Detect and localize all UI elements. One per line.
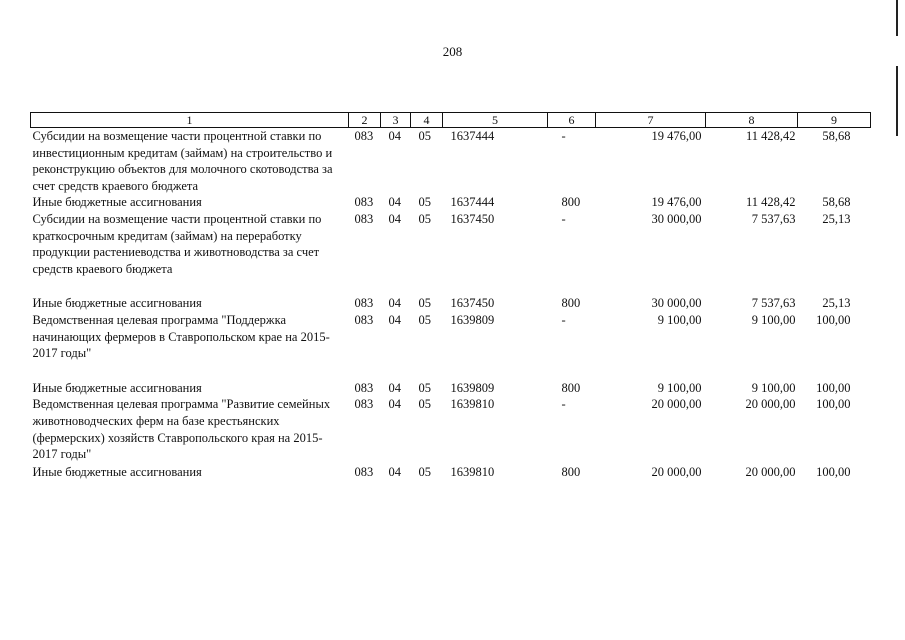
row-gr: 083 (354, 312, 374, 327)
column-header: 5 (443, 113, 548, 128)
row-pct: 25,13 (822, 211, 851, 226)
row-csr: 1639809 (450, 380, 495, 395)
column-header: 6 (548, 113, 596, 128)
column-header: 9 (798, 113, 871, 128)
column-header: 8 (706, 113, 798, 128)
row-pr: 05 (418, 296, 431, 311)
table-row (31, 128, 871, 195)
row-rz: 04 (388, 129, 401, 143)
row-gr: 083 (354, 195, 374, 210)
row-name: Субсидии на возмещение части процентной ставки по краткосрочным кредитам (займам) на переработку продукции растениеводства и животноводства за счет средств краевого бюджета (32, 211, 322, 276)
row-vr: - (561, 211, 566, 226)
row-pr: 05 (418, 129, 431, 143)
table-row (31, 464, 871, 481)
row-csr: 1637444 (450, 195, 495, 210)
row-plan: 19 476,00 (651, 195, 702, 210)
table-header (31, 113, 871, 128)
scan-edge-line-middle (896, 66, 898, 136)
row-csr: 1637444 (450, 129, 495, 143)
row-plan: 30 000,00 (651, 296, 702, 311)
row-pct: 100,00 (816, 312, 851, 327)
row-rz: 04 (388, 211, 401, 226)
table-row (31, 194, 871, 211)
row-exec: 20 000,00 (745, 397, 796, 412)
row-pr: 05 (418, 397, 431, 412)
row-pct: 100,00 (816, 380, 851, 395)
row-pr: 05 (418, 464, 431, 479)
column-header: 4 (411, 113, 443, 128)
row-vr: - (561, 129, 566, 143)
row-vr: 800 (561, 464, 581, 479)
row-plan: 9 100,00 (657, 312, 702, 327)
row-pct: 25,13 (822, 296, 851, 311)
table-body (31, 128, 871, 481)
row-name: Ведомственная целевая программа "Развитие семейных животноводческих ферм на базе крестьянских (фермерских) хозяйств Ставропольского края на 2015-2017 годы" (32, 397, 331, 462)
row-gr: 083 (354, 211, 374, 226)
row-name: Иные бюджетные ассигнования (32, 296, 202, 311)
row-plan: 9 100,00 (657, 380, 702, 395)
row-gr: 083 (354, 397, 374, 412)
row-exec: 11 428,42 (745, 129, 796, 143)
row-pr: 05 (418, 380, 431, 395)
row-exec: 9 100,00 (751, 312, 796, 327)
page-number: 208 (442, 44, 463, 59)
row-rz: 04 (388, 296, 401, 311)
row-pr: 05 (418, 211, 431, 226)
row-gr: 083 (354, 464, 374, 479)
row-gr: 083 (354, 380, 374, 395)
row-rz: 04 (388, 380, 401, 395)
row-name: Иные бюджетные ассигнования (32, 195, 202, 210)
row-vr: - (561, 312, 566, 327)
row-plan: 30 000,00 (651, 211, 702, 226)
row-exec: 11 428,42 (745, 195, 796, 210)
row-rz: 04 (388, 312, 401, 327)
row-csr: 1639810 (450, 397, 495, 412)
row-pr: 05 (418, 312, 431, 327)
row-csr: 1639809 (450, 312, 495, 327)
row-rz: 04 (388, 397, 401, 412)
row-rz: 04 (388, 195, 401, 210)
row-exec: 20 000,00 (745, 464, 796, 479)
row-name: Иные бюджетные ассигнования (32, 464, 202, 479)
row-pct: 58,68 (822, 129, 851, 143)
row-csr: 1637450 (450, 211, 495, 226)
row-plan: 20 000,00 (651, 397, 702, 412)
header-row (31, 113, 871, 128)
scan-edge-line-top (896, 0, 898, 36)
table-row (31, 211, 871, 295)
table-row (31, 396, 871, 463)
row-gr: 083 (354, 129, 374, 143)
row-exec: 7 537,63 (751, 296, 796, 311)
table-row (31, 295, 871, 312)
column-header: 1 (31, 113, 349, 128)
row-name: Ведомственная целевая программа "Поддержка начинающих фермеров в Ставропольском крае на 2015-2017 годы" (32, 312, 330, 361)
row-vr: - (561, 397, 566, 412)
row-gr: 083 (354, 296, 374, 311)
table-row (31, 312, 871, 380)
row-vr: 800 (561, 296, 581, 311)
budget-table (30, 112, 871, 480)
row-pr: 05 (418, 195, 431, 210)
row-name: Субсидии на возмещение части процентной ставки по инвестиционным кредитам (займам) на строительство и реконструкцию объектов для молочного скотоводства за счет средств краевого бюджета (32, 129, 333, 193)
column-header: 2 (349, 113, 381, 128)
row-exec: 9 100,00 (751, 380, 796, 395)
row-name: Иные бюджетные ассигнования (32, 380, 202, 395)
row-exec: 7 537,63 (751, 211, 796, 226)
row-plan: 20 000,00 (651, 464, 702, 479)
row-rz: 04 (388, 464, 401, 479)
row-vr: 800 (561, 195, 581, 210)
column-header: 3 (381, 113, 411, 128)
row-pct: 100,00 (816, 397, 851, 412)
row-pct: 100,00 (816, 464, 851, 479)
row-pct: 58,68 (822, 195, 851, 210)
row-csr: 1639810 (450, 464, 495, 479)
row-vr: 800 (561, 380, 581, 395)
column-header: 7 (596, 113, 706, 128)
row-csr: 1637450 (450, 296, 495, 311)
table-row (31, 380, 871, 397)
row-plan: 19 476,00 (651, 129, 702, 143)
